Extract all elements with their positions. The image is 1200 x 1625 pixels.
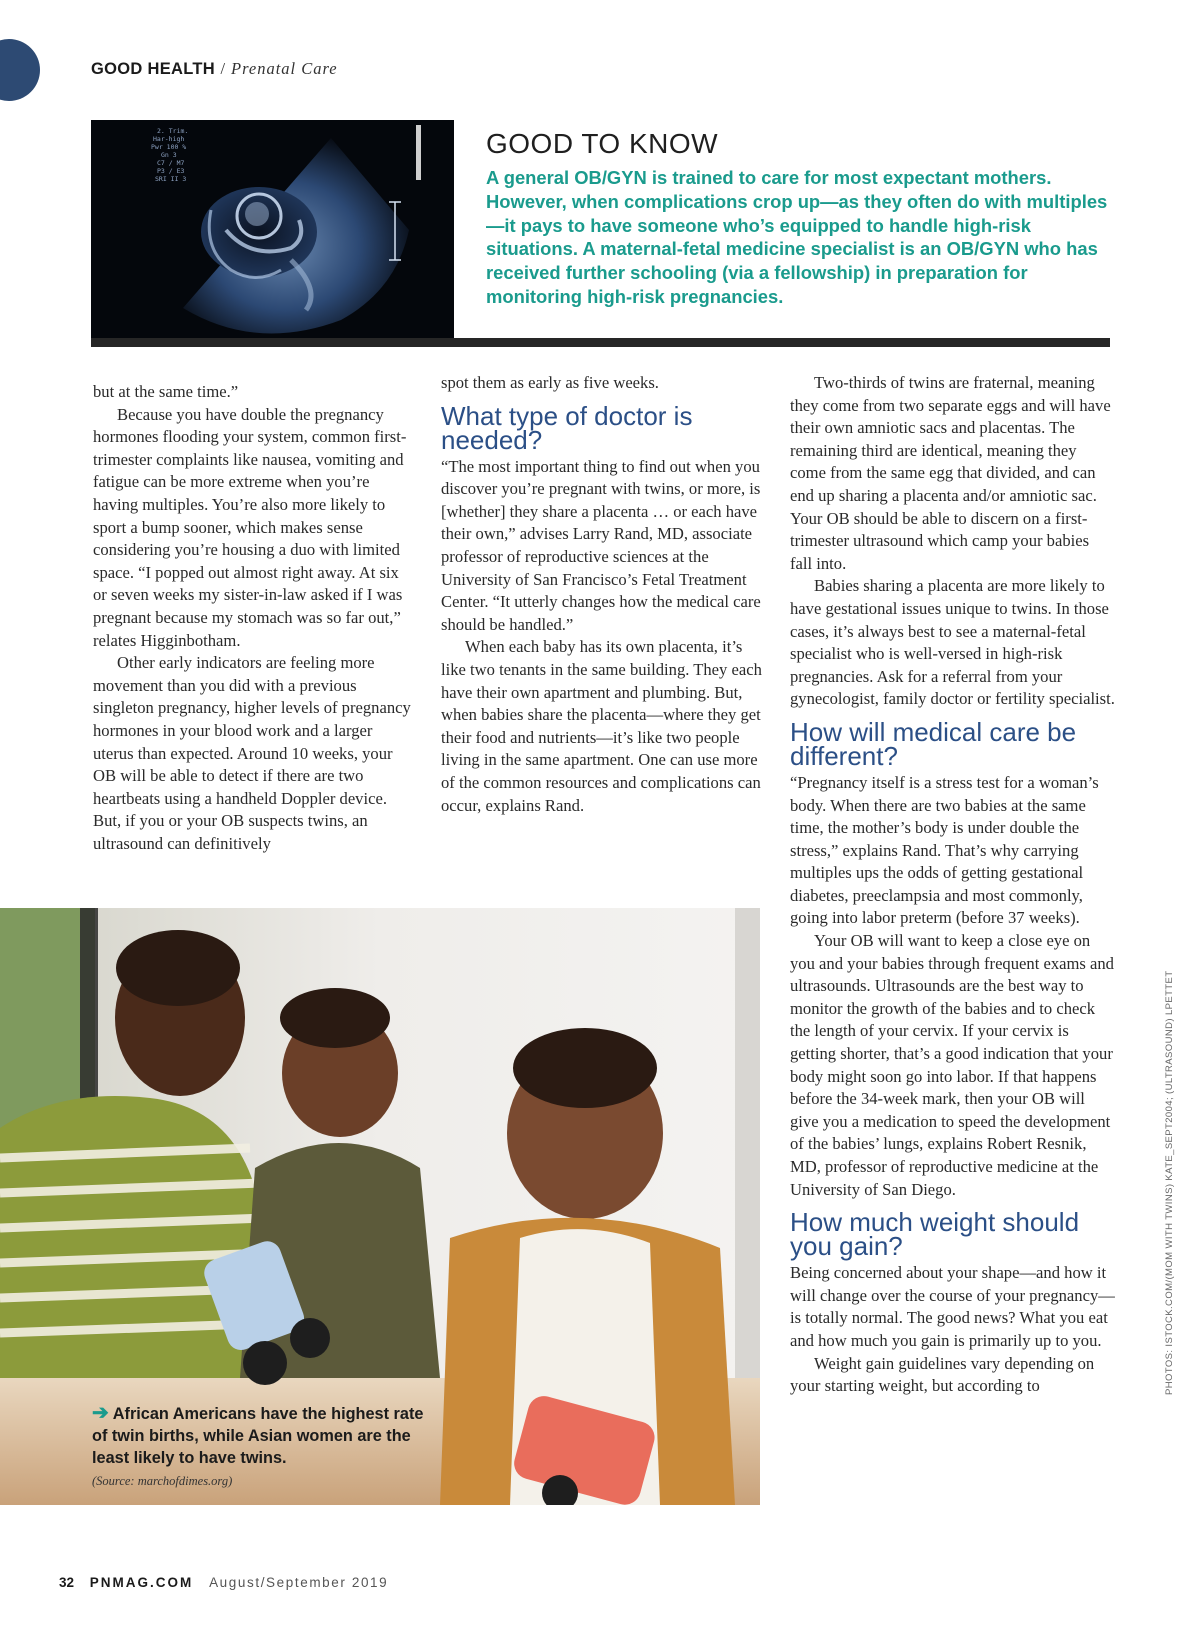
heading-weight-gain: How much weight should you gain? [790, 1207, 1080, 1262]
article-column-2 [441, 372, 766, 817]
ultra-readout-3: Pwr 100 % [151, 143, 187, 151]
section-tab-marker [0, 39, 40, 101]
ultrasound-graphic [91, 120, 454, 341]
col3-paragraph-3: “Pregnancy itself is a stress test for a woman’s body. When there are two babies at the same time, the mother’s body is under double the stress,” explains Rand. That’s why carrying multiples ups the odds of getting gestational diabetes, preeclampsia and most commonly, going into labor preterm (before 37 weeks). [790, 772, 1099, 928]
ultra-readout-5: C7 / M7 [157, 159, 185, 167]
page-number: 32 [59, 1575, 75, 1590]
photo-credit: PHOTOS: ISTOCK.COM/(MOM WITH TWINS) KATE_SEPT2004; (ULTRASOUND) LPETTET [1164, 970, 1175, 1395]
ultrasound-image [91, 120, 454, 341]
col1-paragraph-1: but at the same time.” [93, 382, 239, 401]
section-separator: / [220, 59, 226, 78]
page-footer [59, 1575, 388, 1590]
col2-paragraph-3: When each baby has its own placenta, it’s like two tenants in the same building. They each have their own apartment and plumbing. But, when babies share the placenta—where they get their food and nutrients—it’s like two people living in the same apartment. One can use more of the common resources and complications can occur, explains Rand. [441, 637, 762, 815]
col2-paragraph-1: spot them as early as five weeks. [441, 373, 659, 392]
col3-paragraph-6: Weight gain guidelines vary depending on your starting weight, but according to [790, 1353, 1095, 1396]
photo-caption [92, 1402, 432, 1489]
col3-paragraph-4: Your OB will want to keep a close eye on you and your babies through frequent exams and ultrasounds. Ultrasounds are the best way to monitor the growth of the babies and to check the length of your cervix. If your cervix is getting shorter, that’s a good indication that your body might soon go into labor. If that happens before the 34-week mark, then your OB will give you a medication to speed the development of the babies’ lungs, explains Robert Resnik, MD, professor of reproductive medicine at the University of San Diego. [790, 931, 1114, 1199]
col3-paragraph-1: Two-thirds of twins are fraternal, meaning they come from two separate eggs and will have their own amniotic sacs and placentas. The remaining third are identical, meaning they come from the same egg that divided, and can end up sharing a placenta and/or amniotic sac. Your OB should be able to discern on a first-trimester ultrasound which camp your babies fall into. [790, 373, 1111, 573]
heading-medical-care: How will medical care be different? [790, 716, 1077, 771]
site-name: PNMAG.COM [89, 1575, 194, 1590]
good-to-know-body: A general OB/GYN is trained to care for most expectant mothers. However, when complications crop up—as they often do with multiples—it pays to have someone who’s equipped to handle high-risk situations. A maternal-fetal medicine specialist is an OB/GYN who has received further schooling (via a fellowship) in preparation for monitoring high-risk pregnancies. [486, 167, 1108, 307]
col1-paragraph-3: Other early indicators are feeling more movement than you did with a previous singleton pregnancy, higher levels of pregnancy hormones in your blood work and a larger uterus than expected. Around 10 weeks, your OB will be able to detect if there are two heartbeats using a handheld Doppler device. But, if you or your OB suspects twins, an ultrasound can definitively [93, 653, 411, 853]
ultra-readout-1: 2. Trim. [157, 127, 189, 135]
good-to-know-title: GOOD TO KNOW [486, 128, 719, 159]
section-header [91, 59, 338, 79]
col2-paragraph-2: “The most important thing to find out when you discover you’re pregnant with twins, or more, is [whether] they share a placenta … or each have their own,” advises Larry Rand, MD, associate professor of reproductive sciences at the University of San Francisco’s Fetal Treatment Center. “It utterly changes how the medical care should be handled.” [441, 456, 761, 634]
arrow-right-icon: ➔ [92, 1402, 109, 1424]
ultra-readout-7: SRI II 3 [155, 175, 187, 183]
divider-rule [91, 338, 1110, 347]
col3-paragraph-5: Being concerned about your shape—and how it will change over the course of your pregnancy—is totally normal. The good news? What you eat and how much you gain is primarily up to you. [790, 1263, 1115, 1350]
article-column-1 [93, 381, 413, 855]
issue-date: August/September 2019 [209, 1575, 389, 1590]
subsection-name: Prenatal Care [230, 59, 338, 78]
article-column-3 [790, 372, 1115, 1398]
col1-paragraph-2: Because you have double the pregnancy hormones flooding your system, common first-trimester complaints like nausea, vomiting and fatigue can be more extreme when you’re having multiples. You’re also more likely to sport a bump sooner, which makes sense considering you’re housing a duo with limited space. “I popped out almost right away. At six or seven weeks my sister-in-law asked if I was pregnant because my stomach was so far out,” relates Higginbotham. [93, 404, 407, 650]
ultra-readout-4: Gn 3 [161, 151, 177, 159]
section-name: GOOD HEALTH [91, 60, 215, 78]
caption-text: African Americans have the highest rate of twin births, while Asian women are the least likely to have twins. [92, 1405, 424, 1467]
caption-source: (Source: marchofdimes.org) [92, 1474, 233, 1488]
ultra-readout-2: Har-high [153, 135, 185, 143]
col3-paragraph-2: Babies sharing a placenta are more likely to have gestational issues unique to twins. In those cases, it’s always best to see a maternal-fetal specialist who is well-versed in high-risk pregnancies. Ask for a referral from your gynecologist, family doctor or fertility specialist. [790, 576, 1115, 709]
ultra-readout-6: P3 / E3 [157, 167, 185, 175]
heading-doctor-type: What type of doctor is needed? [441, 400, 693, 455]
